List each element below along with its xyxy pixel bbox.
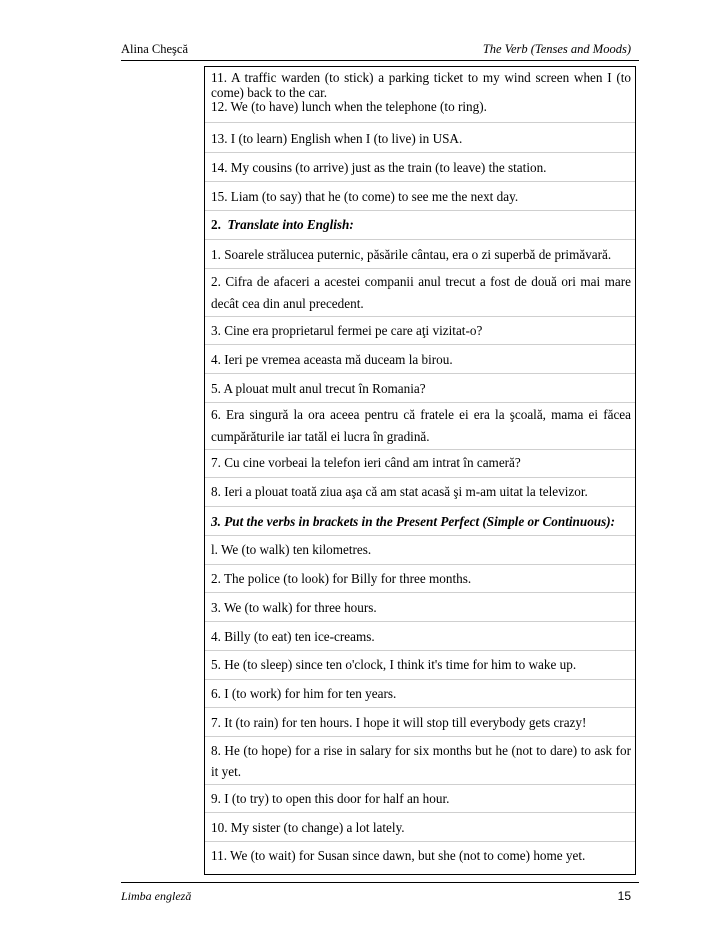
exercise-item: 9. I (to try) to open this door for half an hour. <box>211 791 450 806</box>
row-divider <box>205 621 635 622</box>
row-divider <box>205 373 635 374</box>
exercise-item: 5. A plouat mult anul trecut în Romania? <box>211 381 426 396</box>
section-number: 2. <box>211 217 221 232</box>
header-author: Alina Cheşcă <box>121 42 188 56</box>
row-divider <box>205 535 635 536</box>
section-title: Translate into English: <box>227 217 354 232</box>
footer-subject: Limba engleză <box>121 889 192 903</box>
row-divider <box>205 841 635 842</box>
exercise-item: 4. Ieri pe vremea aceasta mă duceam la birou. <box>211 352 453 367</box>
row-divider <box>205 679 635 680</box>
exercise-item: 12. We (to have) lunch when the telephone (to ring). <box>211 99 487 114</box>
row-divider <box>205 402 635 403</box>
row-divider <box>205 152 635 153</box>
row-divider <box>205 210 635 211</box>
row-divider <box>205 812 635 813</box>
exercise-item: 10. My sister (to change) a lot lately. <box>211 820 405 835</box>
row-divider <box>205 592 635 593</box>
page-header <box>121 38 639 61</box>
exercise-item: 15. Liam (to say) that he (to come) to see me the next day. <box>211 189 519 204</box>
exercise-item: 11. A traffic warden (to stick) a parking ticket to my wind screen when I (to come) back to the car. <box>211 70 631 100</box>
page-number: 15 <box>617 889 631 903</box>
row-divider <box>205 239 635 240</box>
exercise-item: 4. Billy (to eat) ten ice-creams. <box>211 629 375 644</box>
exercise-item: 3. Cine era proprietarul fermei pe care aţi vizitat-o? <box>211 323 483 338</box>
row-divider <box>205 707 635 708</box>
exercise-item: 14. My cousins (to arrive) just as the train (to leave) the station. <box>211 160 547 175</box>
exercise-item: 11. We (to wait) for Susan since dawn, but she (not to come) home yet. <box>211 848 586 863</box>
exercise-item: 7. Cu cine vorbeai la telefon ieri când am intrat în cameră? <box>211 455 521 470</box>
exercise-item: 8. Ieri a plouat toată ziua aşa că am stat acasă şi m-am uitat la televizor. <box>211 484 588 499</box>
row-divider <box>205 736 635 737</box>
exercise-item: 2. The police (to look) for Billy for three months. <box>211 571 472 586</box>
exercise-item: 8. He (to hope) for a rise in salary for six months but he (not to dare) to ask for it yet. <box>211 743 631 779</box>
exercise-item: 1. Soarele strălucea puternic, păsările cântau, era o zi superbă de primăvară. <box>211 247 612 262</box>
exercise-item: 13. I (to learn) English when I (to live) in USA. <box>211 131 463 146</box>
header-title: The Verb (Tenses and Moods) <box>482 42 631 56</box>
exercise-item: 5. He (to sleep) since ten o'clock, I think it's time for him to wake up. <box>211 657 577 672</box>
row-divider <box>205 122 635 123</box>
row-divider <box>205 784 635 785</box>
section-heading: 3. Put the verbs in brackets in the Present Perfect (Simple or Continuous): <box>211 514 616 529</box>
exercise-item: 6. Era singură la ora aceea pentru că fratele ei era la şcoală, mama ei făcea cumpărăturile iar tatăl ei lucra în gradină. <box>211 407 631 444</box>
row-divider <box>205 449 635 450</box>
section-heading <box>211 216 631 233</box>
exercise-item: 3. We (to walk) for three hours. <box>211 600 377 615</box>
row-divider <box>205 268 635 269</box>
exercise-item: 7. It (to rain) for ten hours. I hope it will stop till everybody gets crazy! <box>211 715 587 730</box>
row-divider <box>205 477 635 478</box>
row-divider <box>205 181 635 182</box>
row-divider <box>205 316 635 317</box>
exercise-item: l. We (to walk) ten kilometres. <box>211 542 372 557</box>
row-divider <box>205 564 635 565</box>
row-divider <box>205 650 635 651</box>
page-footer <box>121 882 639 903</box>
row-divider <box>205 506 635 507</box>
exercise-item: 2. Cifra de afaceri a acestei companii anul trecut a fost de două ori mai mare decât cea din anul precedent. <box>211 274 631 311</box>
row-divider <box>205 344 635 345</box>
exercise-item: 6. I (to work) for him for ten years. <box>211 686 397 701</box>
